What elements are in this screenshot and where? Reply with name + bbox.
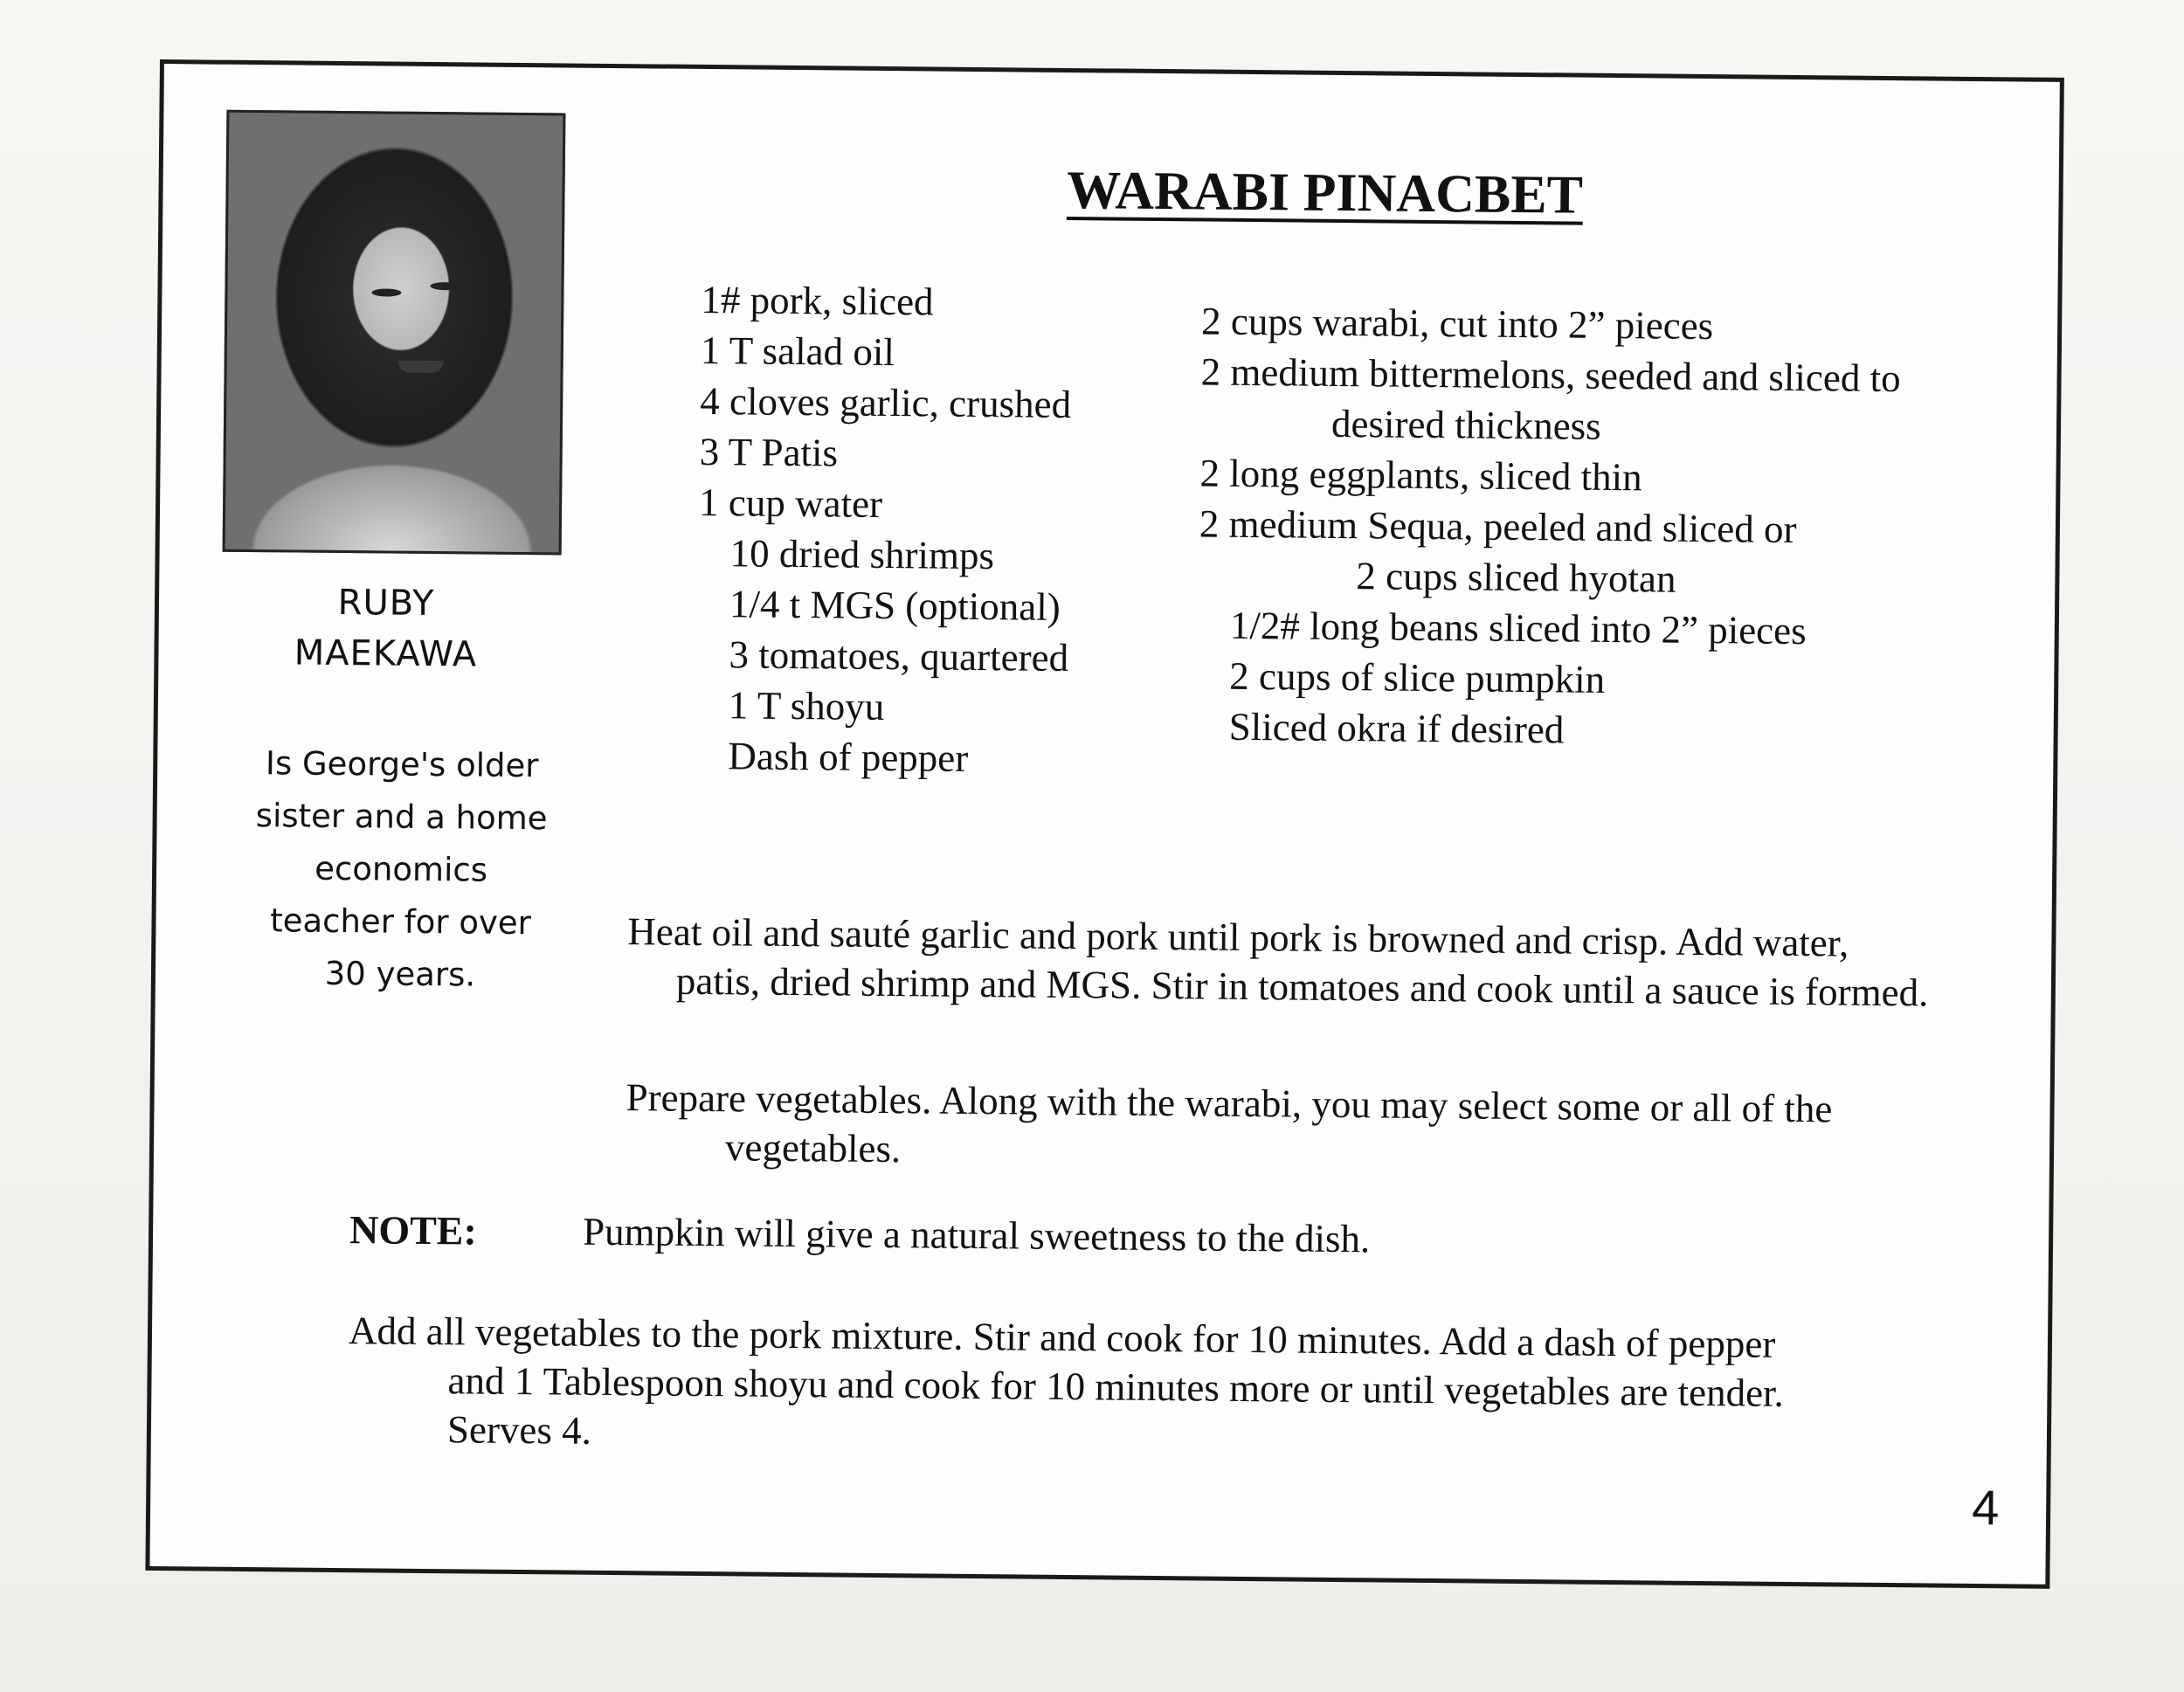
photo-mouth xyxy=(398,361,444,373)
recipe-card xyxy=(145,59,2064,1589)
note-text: Pumpkin will give a natural sweetness to the dish. xyxy=(582,1209,1371,1261)
bio-line: economics xyxy=(314,849,488,889)
instruction-line: and 1 Tablespoon shoyu and cook for 10 minutes more or until vegetables are tender. xyxy=(447,1358,1785,1415)
bio-line: teacher for over xyxy=(270,901,532,943)
instruction-step-1 xyxy=(627,907,1930,1017)
ingredient-item: 2 medium Sequa, peeled and sliced or xyxy=(1199,501,1797,552)
ingredients-list-right xyxy=(1197,295,1901,758)
page-number: 4 xyxy=(1971,1479,2000,1536)
ingredient-item: 1 T salad oil xyxy=(700,328,895,375)
photo-eye-left xyxy=(371,288,401,296)
instruction-line: Serves 4. xyxy=(446,1407,592,1453)
instruction-line: patis, dried shrimp and MGS. Stir in tomatoes and cook until a sauce is formed. xyxy=(675,958,1929,1015)
ingredient-item: 1/2# long beans sliced into 2” pieces xyxy=(1229,603,1807,653)
ingredient-item: 2 cups warabi, cut into 2” pieces xyxy=(1200,299,1714,349)
ingredient-item: 4 cloves garlic, crushed xyxy=(700,378,1072,427)
author-last-name: MAEKAWA xyxy=(294,632,478,675)
ingredient-item: 3 T Patis xyxy=(699,429,839,475)
ingredient-item-continued: 2 cups sliced hyotan xyxy=(1356,554,1676,601)
ingredient-item: 2 medium bittermelons, seeded and sliced to xyxy=(1200,349,1901,401)
instruction-line: vegetables. xyxy=(724,1125,902,1171)
author-bio xyxy=(217,737,586,1003)
instruction-step-2 xyxy=(625,1073,1833,1182)
author-first-name: RUBY xyxy=(337,582,435,625)
ingredient-item: 3 tomatoes, quartered xyxy=(729,632,1069,680)
ingredient-item: 10 dried shrimps xyxy=(729,531,995,578)
bio-line: 30 years. xyxy=(324,954,476,994)
instruction-line: Heat oil and sauté garlic and pork until pork is browned and crisp. Add water, xyxy=(627,909,1849,965)
ingredient-item: Dash of pepper xyxy=(728,734,969,780)
recipe-title: WARABI PINACBET xyxy=(1066,160,1584,225)
instruction-step-3 xyxy=(348,1306,1785,1467)
bio-line: sister and a home xyxy=(255,797,548,838)
ingredients-list-left xyxy=(696,274,1072,784)
author-photo xyxy=(223,110,566,556)
bio-line: Is George's older xyxy=(265,744,539,785)
ingredient-item: 2 cups of slice pumpkin xyxy=(1229,653,1606,701)
ingredient-item-continued: desired thickness xyxy=(1330,401,1601,448)
ingredient-item: Sliced okra if desired xyxy=(1228,704,1565,752)
note-label: NOTE: xyxy=(349,1207,478,1253)
ingredient-item: 1# pork, sliced xyxy=(701,277,934,324)
ingredient-item: 1/4 t MGS (optional) xyxy=(729,582,1061,629)
photo-eye-right xyxy=(430,282,460,290)
instruction-line: Add all vegetables to the pork mixture. Stir and cook for 10 minutes. Add a dash of pepper xyxy=(348,1309,1776,1366)
ingredient-item: 1 cup water xyxy=(698,480,883,526)
ingredient-item: 1 T shoyu xyxy=(728,683,885,729)
ingredient-item: 2 long eggplants, sliced thin xyxy=(1199,451,1642,500)
instruction-line: Prepare vegetables. Along with the warabi, you may select some or all of the xyxy=(625,1075,1833,1131)
